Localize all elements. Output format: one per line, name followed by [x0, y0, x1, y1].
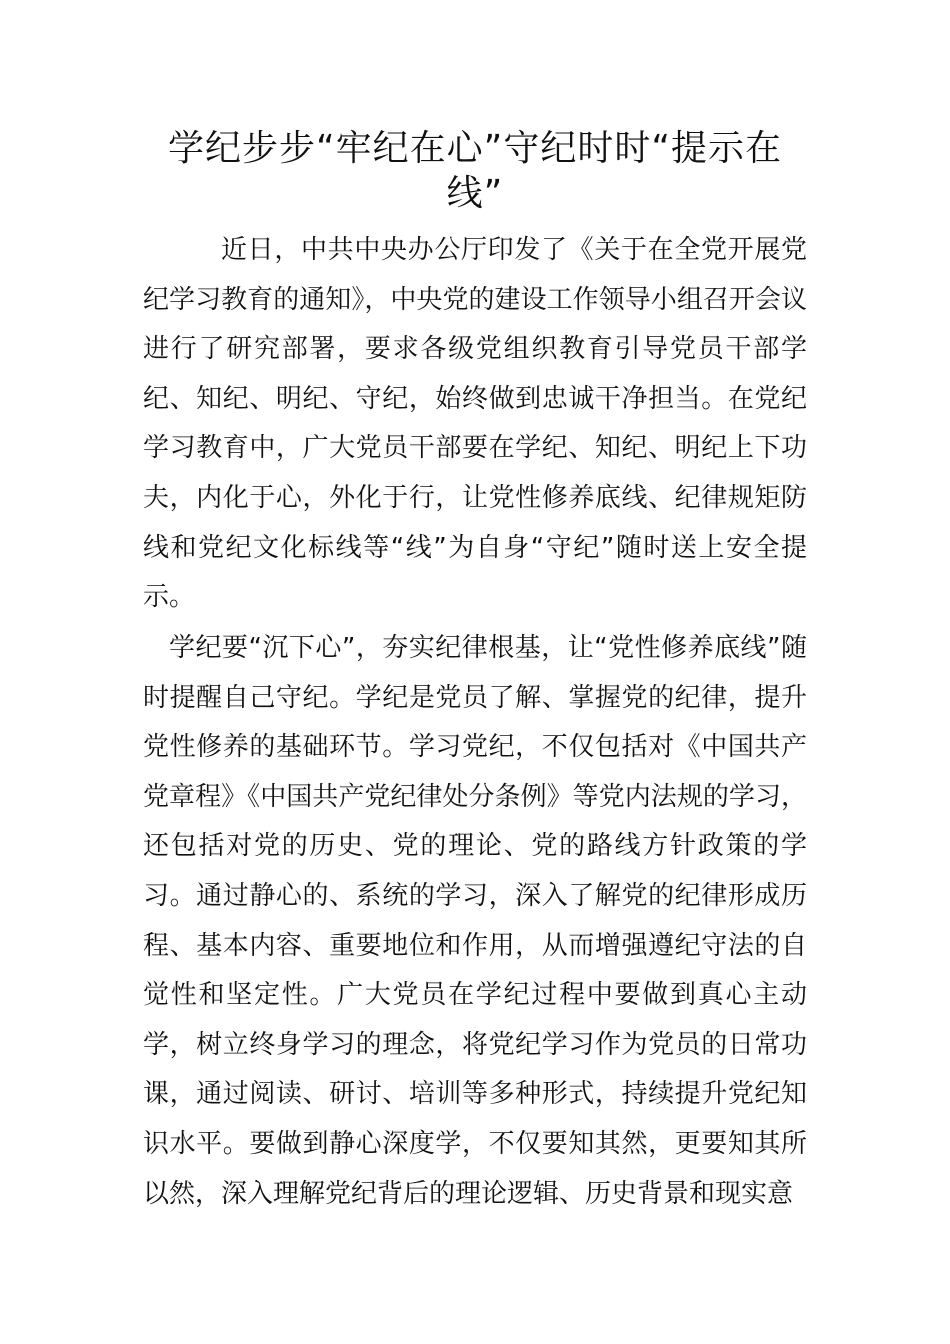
- paragraph-2: 学纪要“沉下心”，夯实纪律根基，让“党性修养底线”随时提醒自己守纪。学纪是党员了解、掌握党的纪律，提升党性修养的基础环节。学习党纪，不仅包括对《中国共产党章程》《中国共产党纪律处分条例》等党内法规的学习，还包括对党的历史、党的理论、党的路线方针政策的学习。通过静心的、系统的学习，深入了解党的纪律形成历程、基本内容、重要地位和作用，从而增强遵纪守法的自觉性和坚定性。广大党员在学纪过程中要做到真心主动学，树立终身学习的理念，将党纪学习作为党员的日常功课，通过阅读、研讨、培训等多种形式，持续提升党纪知识水平。要做到静心深度学，不仅要知其然，更要知其所以然，深入理解党纪背后的理论逻辑、历史背景和现实意: [143, 633, 807, 1209]
- paragraph-1: 近日，中共中央办公厅印发了《关于在全党开展党纪学习教育的通知》，中央党的建设工作领导小组召开会议进行了研究部署，要求各级党组织教育引导党员干部学纪、知纪、明纪、守纪，始终做到忠诚干净担当。在党纪学习教育中，广大党员干部要在学纪、知纪、明纪上下功夫，内化于心，外化于行，让党性修养底线、纪律规矩防线和党纪文化标线等“线”为自身“守纪”随时送上安全提示。: [143, 235, 807, 613]
- document-title: 学纪步步“牢纪在心”守纪时时“提示在线”: [168, 128, 782, 214]
